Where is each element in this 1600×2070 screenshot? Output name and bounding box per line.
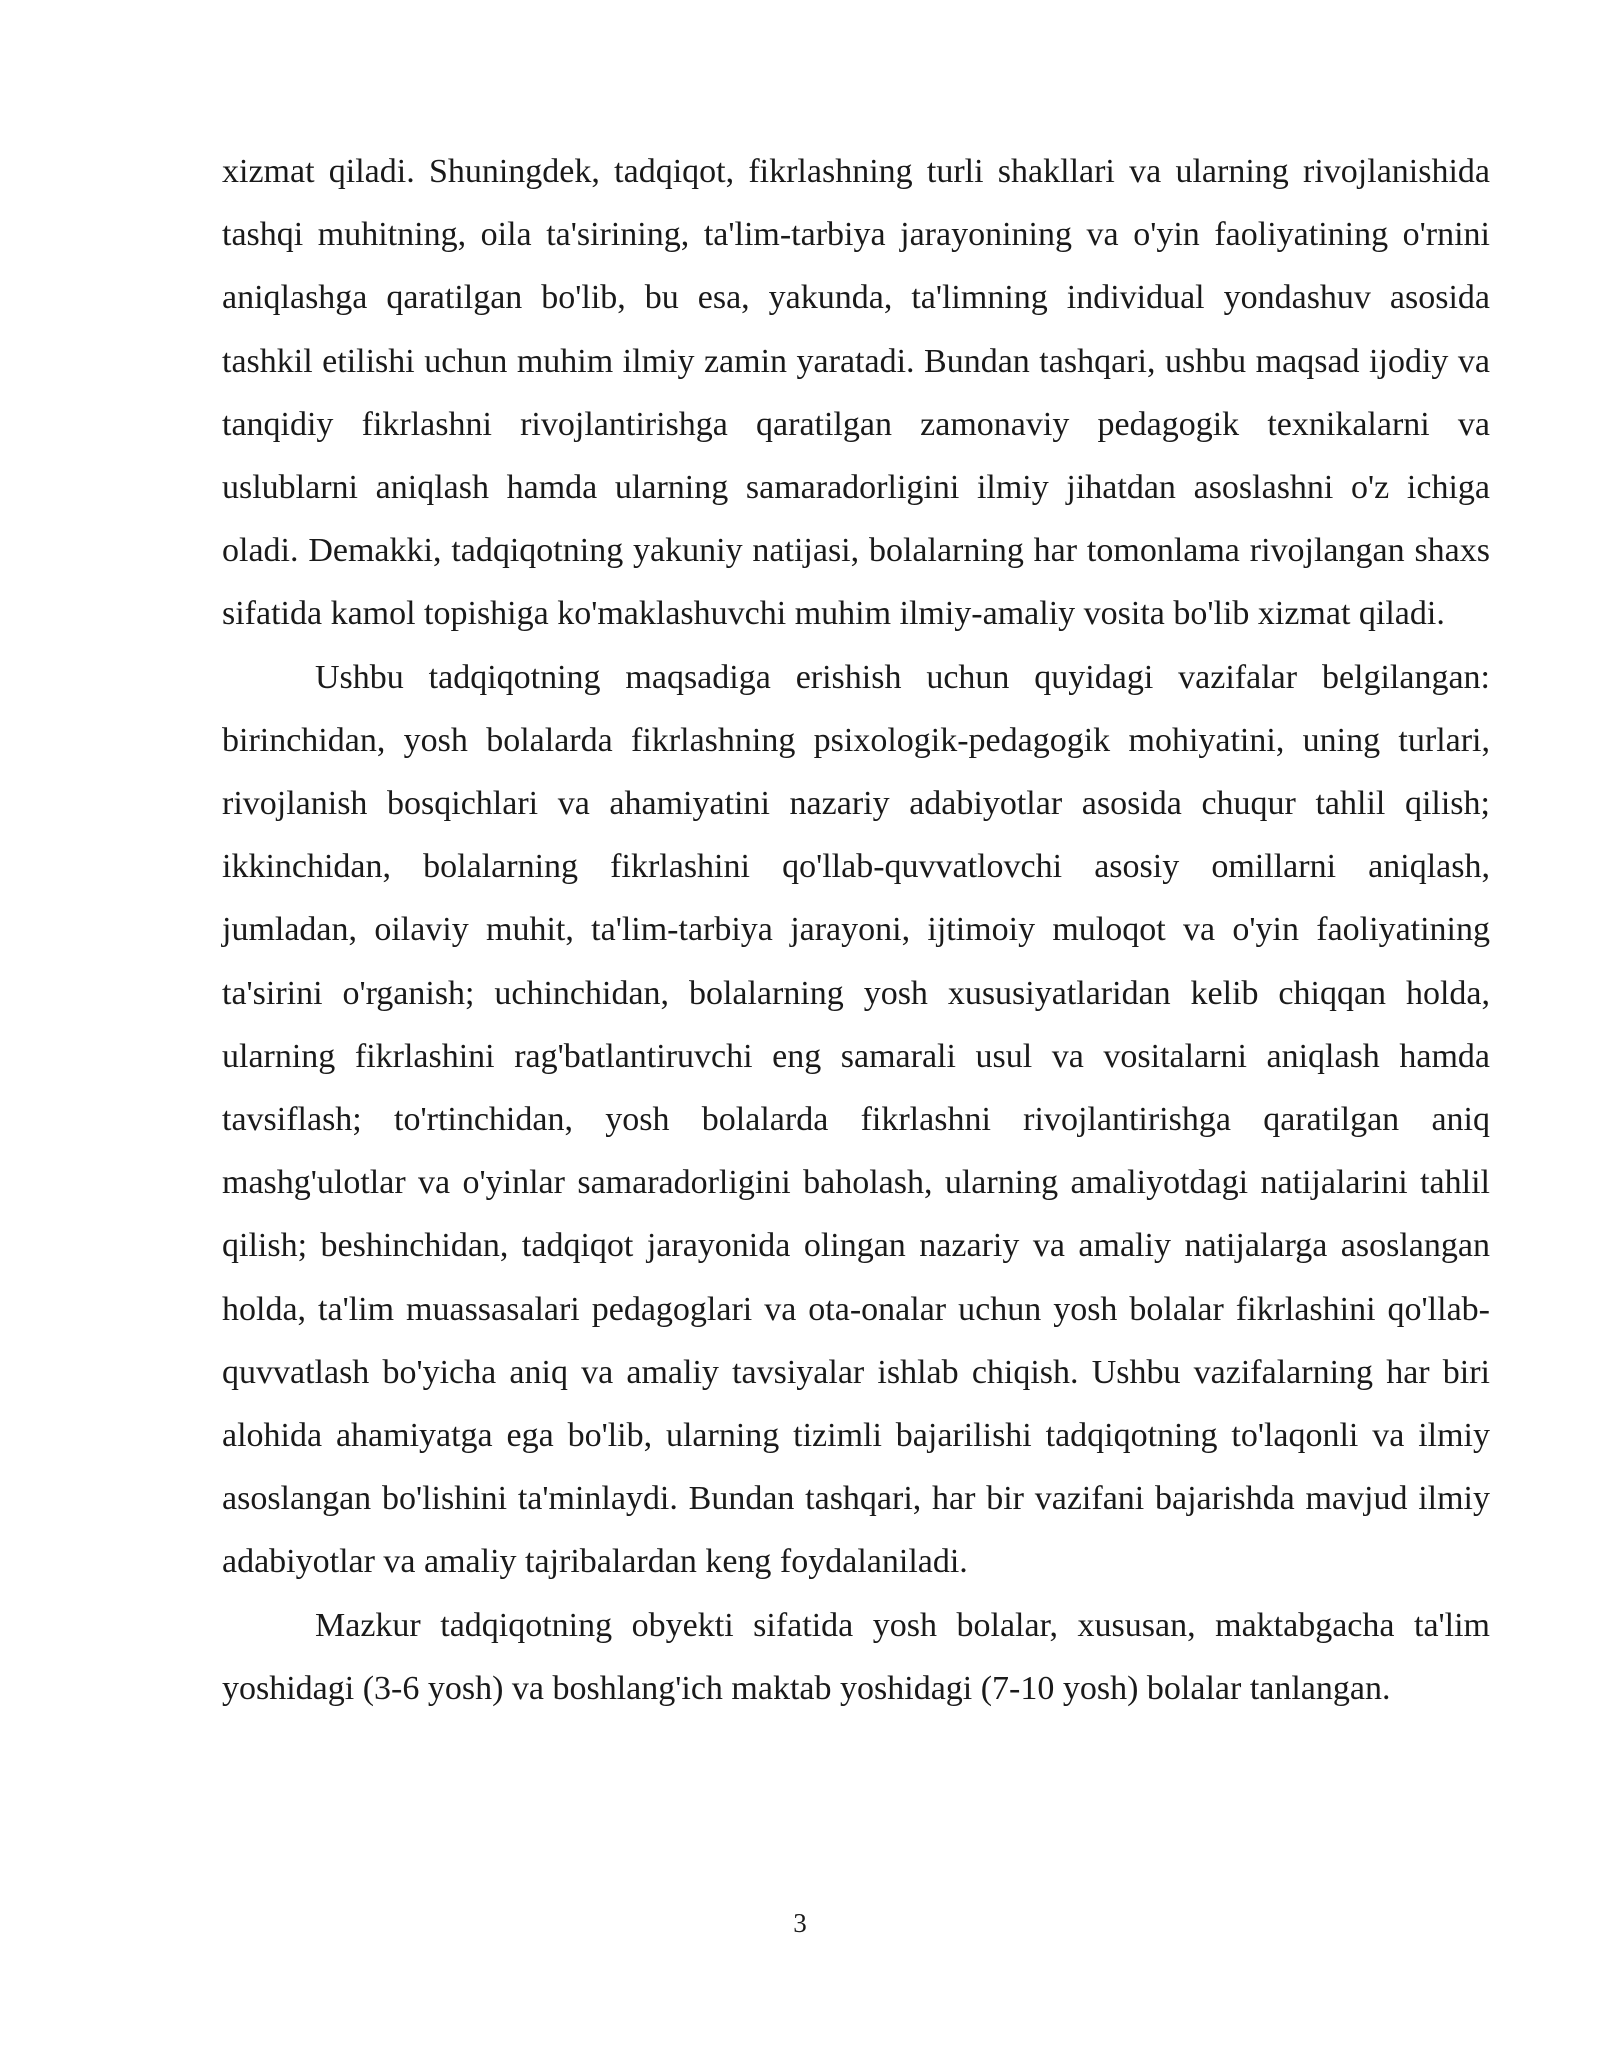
page-number: 3: [793, 1908, 807, 1938]
paragraph-2: Ushbu tadqiqotning maqsadiga erishish uchun quyidagi vazifalar belgilangan: birinchidan, yosh bolalarda fikrlashning psixologik-pedagogik mohiyatini, uning turlari, rivojlanish bosqichlari va ahamiyatini nazariy adabiyotlar asosida chuqur tahlil qilish; ikkinchidan, bolalarning fikrlashini qo'llab-quvvatlovchi asosiy omillarni aniqlash, jumladan, oilaviy muhit, ta'lim-tarbiya jarayoni, ijtimoiy muloqot va o'yin faoliyatining ta'sirini o'rganish; uchinchidan, bolalarning yosh xususiyatlaridan kelib chiqqan holda, ularning fikrlashini rag'batlantiruvchi eng samarali usul va vositalarni aniqlash hamda tavsiflash; to'rtinchidan, yosh bolalarda fikrlashni rivojlantirishga qaratilgan aniq mashg'ulotlar va o'yinlar samaradorligini baholash, ularning amaliyotdagi natijalarini tahlil qilish; beshinchidan, tadqiqot jarayonida olingan nazariy va amaliy natijalarga asoslangan holda, ta'lim muassasalari pedagoglari va ota-onalar uchun yosh bolalar fikrlashini qo'llab-quvvatlash bo'yicha aniq va amaliy tavsiyalar ishlab chiqish. Ushbu vazifalarning har biri alohida ahamiyatga ega bo'lib, ularning tizimli bajarilishi tadqiqotning to'laqonli va ilmiy asoslangan bo'lishini ta'minlaydi. Bundan tashqari, har bir vazifani bajarishda mavjud ilmiy adabiyotlar va amaliy tajribalardan keng foydalaniladi.: [222, 658, 1490, 1581]
body-text: [222, 140, 1490, 1720]
paragraph-3: Mazkur tadqiqotning obyekti sifatida yosh bolalar, xususan, maktabgacha ta'lim yoshidagi (3-6 yosh) va boshlang'ich maktab yoshidagi (7-10 yosh) bolalar tanlangan.: [222, 1606, 1490, 1707]
paragraph-1: xizmat qiladi. Shuningdek, tadqiqot, fikrlashning turli shakllari va ularning rivojlanishida tashqi muhitning, oila ta'sirining, ta'lim-tarbiya jarayonining va o'yin faoliyatining o'rnini aniqlashga qaratilgan bo'lib, bu esa, yakunda, ta'limning individual yondashuv asosida tashkil etilishi uchun muhim ilmiy zamin yaratadi. Bundan tashqari, ushbu maqsad ijodiy va tanqidiy fikrlashni rivojlantirishga qaratilgan zamonaviy pedagogik texnikalarni va uslublarni aniqlash hamda ularning samaradorligini ilmiy jihatdan asoslashni o'z ichiga oladi. Demakki, tadqiqotning yakuniy natijasi, bolalarning har tomonlama rivojlangan shaxs sifatida kamol topishiga ko'maklashuvchi muhim ilmiy-amaliy vosita bo'lib xizmat qiladi.: [222, 153, 1490, 633]
